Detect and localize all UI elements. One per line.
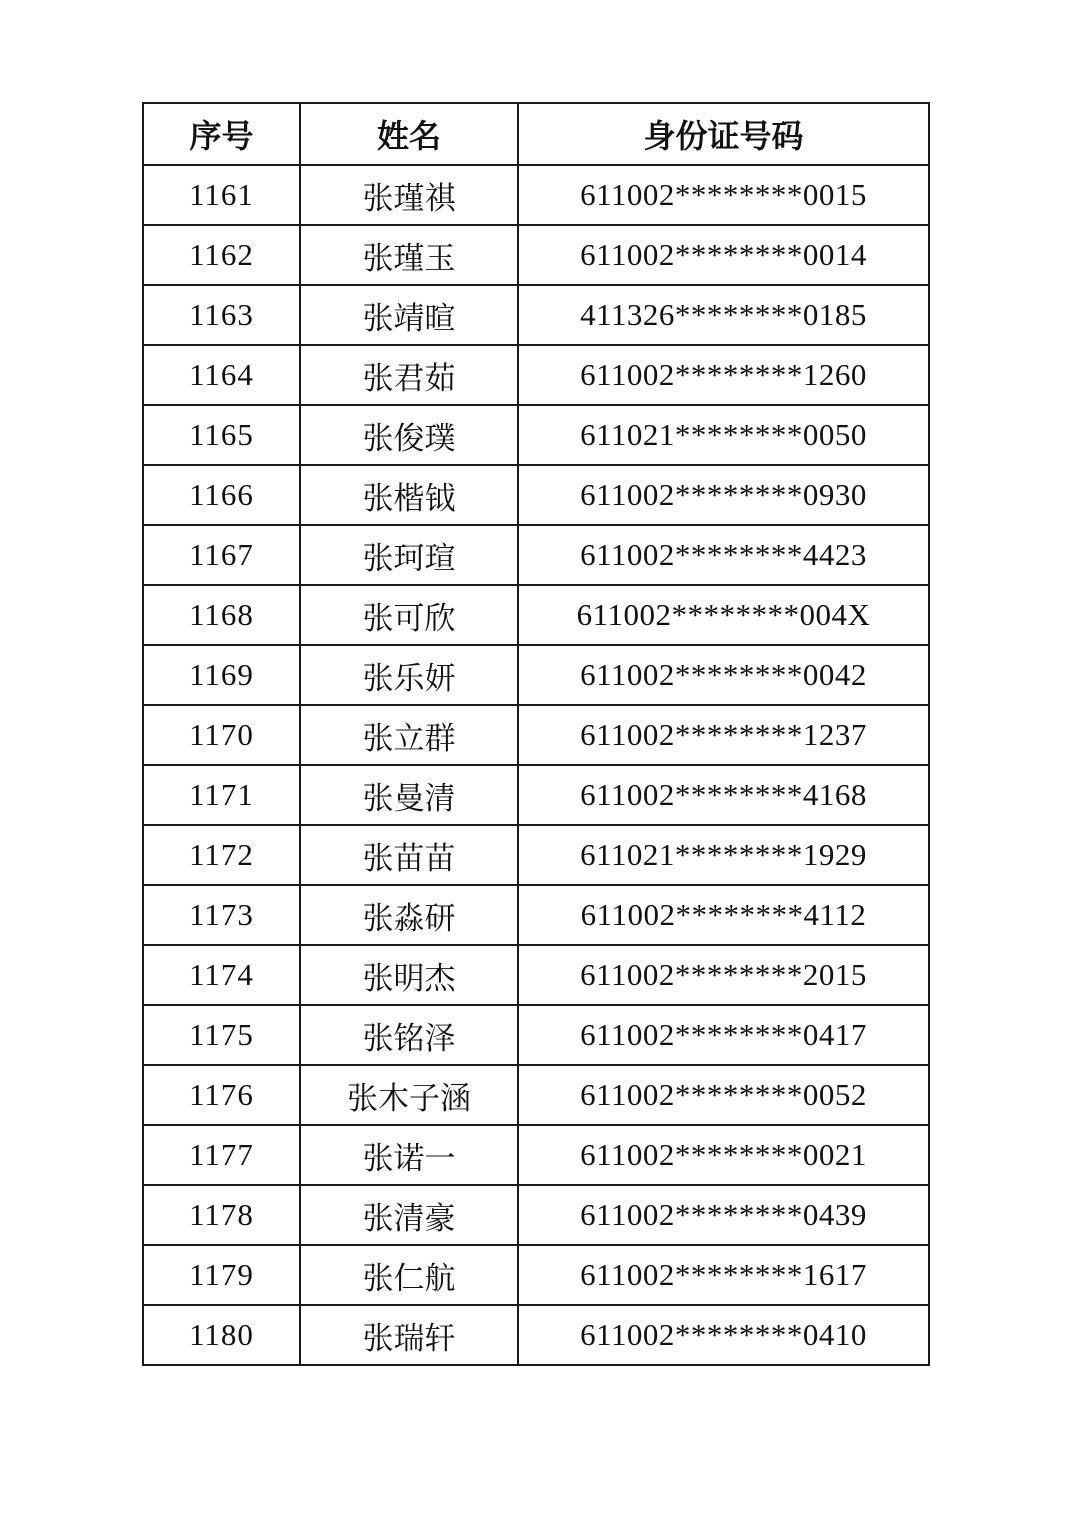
header-seq: 序号 bbox=[143, 103, 300, 165]
cell-name: 张君茹 bbox=[300, 345, 518, 405]
cell-name: 张仁航 bbox=[300, 1245, 518, 1305]
cell-id-number: 611002********4168 bbox=[518, 765, 929, 825]
cell-id-number: 611002********4112 bbox=[518, 885, 929, 945]
header-row bbox=[143, 103, 929, 165]
cell-seq: 1170 bbox=[143, 705, 300, 765]
cell-seq: 1176 bbox=[143, 1065, 300, 1125]
cell-seq: 1172 bbox=[143, 825, 300, 885]
cell-id-number: 611002********0014 bbox=[518, 225, 929, 285]
cell-id-number: 611021********1929 bbox=[518, 825, 929, 885]
cell-id-number: 611002********0410 bbox=[518, 1305, 929, 1365]
table-row bbox=[143, 525, 929, 585]
cell-seq: 1166 bbox=[143, 465, 300, 525]
cell-seq: 1179 bbox=[143, 1245, 300, 1305]
header-name: 姓名 bbox=[300, 103, 518, 165]
cell-seq: 1178 bbox=[143, 1185, 300, 1245]
table-row bbox=[143, 885, 929, 945]
cell-id-number: 611002********0930 bbox=[518, 465, 929, 525]
table-row bbox=[143, 405, 929, 465]
table-row bbox=[143, 165, 929, 225]
cell-id-number: 611002********0042 bbox=[518, 645, 929, 705]
table-row bbox=[143, 645, 929, 705]
cell-seq: 1173 bbox=[143, 885, 300, 945]
cell-id-number: 611002********1237 bbox=[518, 705, 929, 765]
table-row bbox=[143, 765, 929, 825]
cell-name: 张瑾玉 bbox=[300, 225, 518, 285]
table-row bbox=[143, 1005, 929, 1065]
cell-name: 张可欣 bbox=[300, 585, 518, 645]
table-row bbox=[143, 1125, 929, 1185]
cell-name: 张瑾祺 bbox=[300, 165, 518, 225]
table-row bbox=[143, 465, 929, 525]
table-row bbox=[143, 1245, 929, 1305]
cell-seq: 1168 bbox=[143, 585, 300, 645]
cell-seq: 1177 bbox=[143, 1125, 300, 1185]
cell-name: 张珂瑄 bbox=[300, 525, 518, 585]
header-id-number: 身份证号码 bbox=[518, 103, 929, 165]
cell-seq: 1169 bbox=[143, 645, 300, 705]
cell-id-number: 611002********0015 bbox=[518, 165, 929, 225]
table-row bbox=[143, 345, 929, 405]
table-row bbox=[143, 285, 929, 345]
cell-id-number: 611002********4423 bbox=[518, 525, 929, 585]
cell-name: 张瑞轩 bbox=[300, 1305, 518, 1365]
cell-seq: 1163 bbox=[143, 285, 300, 345]
cell-id-number: 611002********2015 bbox=[518, 945, 929, 1005]
cell-id-number: 611002********0439 bbox=[518, 1185, 929, 1245]
cell-seq: 1165 bbox=[143, 405, 300, 465]
table-row bbox=[143, 1305, 929, 1365]
cell-name: 张诺一 bbox=[300, 1125, 518, 1185]
cell-seq: 1174 bbox=[143, 945, 300, 1005]
cell-name: 张明杰 bbox=[300, 945, 518, 1005]
cell-name: 张清豪 bbox=[300, 1185, 518, 1245]
cell-id-number: 611002********004X bbox=[518, 585, 929, 645]
table-header bbox=[143, 103, 929, 165]
table-row bbox=[143, 825, 929, 885]
cell-id-number: 611002********0021 bbox=[518, 1125, 929, 1185]
cell-name: 张铭泽 bbox=[300, 1005, 518, 1065]
cell-seq: 1175 bbox=[143, 1005, 300, 1065]
cell-name: 张苗苗 bbox=[300, 825, 518, 885]
cell-name: 张靖暄 bbox=[300, 285, 518, 345]
cell-id-number: 611002********1260 bbox=[518, 345, 929, 405]
cell-seq: 1167 bbox=[143, 525, 300, 585]
cell-seq: 1161 bbox=[143, 165, 300, 225]
cell-seq: 1171 bbox=[143, 765, 300, 825]
cell-id-number: 611002********1617 bbox=[518, 1245, 929, 1305]
cell-seq: 1180 bbox=[143, 1305, 300, 1365]
cell-name: 张木子涵 bbox=[300, 1065, 518, 1125]
table-body bbox=[143, 165, 929, 1365]
cell-name: 张乐妍 bbox=[300, 645, 518, 705]
cell-id-number: 611021********0050 bbox=[518, 405, 929, 465]
cell-name: 张立群 bbox=[300, 705, 518, 765]
cell-id-number: 611002********0052 bbox=[518, 1065, 929, 1125]
roster-table bbox=[142, 102, 930, 1366]
table-row bbox=[143, 1185, 929, 1245]
cell-name: 张俊璞 bbox=[300, 405, 518, 465]
cell-name: 张曼清 bbox=[300, 765, 518, 825]
table-row bbox=[143, 585, 929, 645]
cell-id-number: 411326********0185 bbox=[518, 285, 929, 345]
cell-seq: 1162 bbox=[143, 225, 300, 285]
cell-name: 张楷钺 bbox=[300, 465, 518, 525]
cell-seq: 1164 bbox=[143, 345, 300, 405]
cell-name: 张淼研 bbox=[300, 885, 518, 945]
table-row bbox=[143, 225, 929, 285]
table-row bbox=[143, 1065, 929, 1125]
cell-id-number: 611002********0417 bbox=[518, 1005, 929, 1065]
table-row bbox=[143, 945, 929, 1005]
table-row bbox=[143, 705, 929, 765]
